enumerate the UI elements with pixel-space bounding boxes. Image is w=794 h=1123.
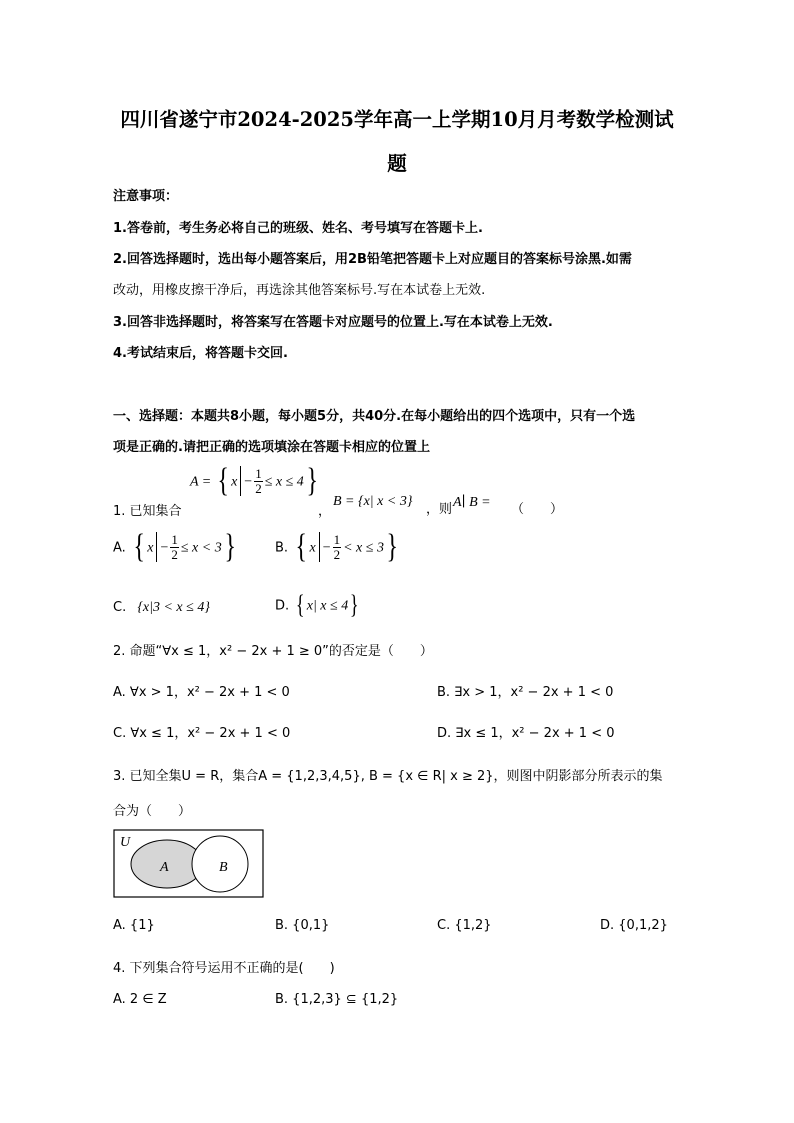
- fraction-num: 1: [171, 531, 178, 547]
- left-brace: {: [295, 528, 308, 565]
- option-label: B.: [275, 540, 289, 556]
- option-text: {x|3 < x ≤ 4}: [137, 600, 210, 615]
- left-brace: {: [296, 590, 305, 619]
- right-brace: }: [350, 590, 359, 619]
- right-brace: }: [386, 528, 398, 565]
- q3-option-c[interactable]: C. {1,2}: [437, 918, 492, 933]
- section-heading-line1: 一、选择题：本题共8小题，每小题5分，共40分.在每小题给出的四个选项中，只有一个选: [113, 409, 636, 424]
- fraction-den: 2: [171, 546, 178, 562]
- left-brace: {: [133, 528, 145, 565]
- option-label: D.: [275, 598, 290, 614]
- option-var: x: [309, 540, 316, 556]
- right-brace: }: [224, 528, 236, 565]
- q2-stem: 2. 命题“∀x ≤ 1，x² − 2x + 1 ≥ 0”的否定是（ ）: [113, 644, 433, 659]
- option-label: C.: [113, 600, 127, 615]
- option-var: x: [147, 540, 154, 556]
- q1-option-c[interactable]: [113, 596, 210, 616]
- fraction-den: 2: [333, 546, 341, 562]
- left-brace: {: [217, 462, 229, 499]
- q2-option-c[interactable]: C. ∀x ≤ 1，x² − 2x + 1 < 0: [113, 726, 291, 741]
- q4-option-b[interactable]: B. {1,2,3} ⊆ {1,2}: [275, 992, 399, 1007]
- q4-stem: 4. 下列集合符号运用不正确的是( ): [113, 961, 335, 976]
- option-tail: < x ≤ 3: [343, 540, 384, 556]
- q1-set-a-minus: −: [244, 474, 253, 490]
- section-heading-line2: 项是正确的.请把正确的选项填涂在答题卡相应的位置上: [113, 440, 430, 455]
- notice-item-4: 4.考试结束后，将答题卡交回.: [113, 346, 288, 361]
- q3-option-b[interactable]: B. {0,1}: [275, 918, 330, 933]
- option-minus: −: [322, 540, 331, 556]
- divider-bar: [240, 466, 241, 496]
- notice-item-3: 3.回答非选择题时，将答案写在答题卡对应题号的位置上.写在本试卷上无效.: [113, 315, 553, 330]
- q1-set-a: [190, 464, 320, 508]
- q1-set-a-var: x: [231, 474, 238, 490]
- q3-option-d[interactable]: D. {0,1,2}: [600, 918, 668, 933]
- notice-heading: 注意事项：: [113, 189, 179, 204]
- fraction: [170, 533, 179, 562]
- fraction-num: 1: [333, 531, 341, 547]
- q2-option-a[interactable]: A. ∀x > 1，x² − 2x + 1 < 0: [113, 685, 290, 700]
- option-label: A.: [113, 540, 126, 556]
- q2-option-d[interactable]: D. ∃x ≤ 1，x² − 2x + 1 < 0: [437, 726, 615, 741]
- fraction: [254, 467, 263, 496]
- venn-diagram: [113, 829, 265, 899]
- venn-label-a: A: [160, 860, 169, 875]
- q1-set-a-lhs: A =: [190, 474, 215, 490]
- venn-label-u: U: [120, 835, 131, 850]
- q1-comma: ，: [318, 504, 332, 519]
- q1-option-d[interactable]: [275, 588, 361, 622]
- q3-stem-line2: 合为（ ）: [113, 804, 192, 819]
- q2-option-b[interactable]: B. ∃x > 1，x² − 2x + 1 < 0: [437, 685, 614, 700]
- q1-stem-prefix: 1. 已知集合: [113, 504, 182, 519]
- q1-expression: A∣ B =: [453, 495, 491, 510]
- q1-then: ，则: [426, 502, 453, 517]
- q3-stem-line1: 3. 已知全集U = R，集合A = {1,2,3,4,5}, B = {x ∈ R| x ≥ 2}，则图中阴影部分所表示的集: [113, 769, 663, 784]
- q1-answer-paren: （ ）: [511, 502, 564, 517]
- fraction: [333, 533, 342, 562]
- option-tail: ≤ x < 3: [180, 540, 222, 556]
- q1-set-b: B = {x| x < 3}: [333, 494, 413, 509]
- fraction-num: 1: [255, 465, 262, 481]
- venn-label-b: B: [219, 860, 228, 875]
- divider-bar: [156, 532, 157, 562]
- fraction-den: 2: [255, 480, 262, 496]
- notice-item-2a: 2.回答选择题时，选出每小题答案后，用2B铅笔把答题卡上对应题目的答案标号涂黑.如需: [113, 252, 632, 267]
- q1-option-b[interactable]: [275, 530, 400, 574]
- q3-option-a[interactable]: A. {1}: [113, 918, 155, 933]
- q4-option-a[interactable]: A. 2 ∈ Z: [113, 992, 167, 1007]
- q1-set-a-tail: ≤ x ≤ 4: [264, 474, 304, 490]
- divider-bar: [319, 532, 320, 562]
- notice-item-1: 1.答卷前，考生务必将自己的班级、姓名、考号填写在答题卡上.: [113, 221, 483, 236]
- right-brace: }: [306, 462, 318, 499]
- notice-item-2b: 改动，用橡皮擦干净后，再选涂其他答案标号.写在本试卷上无效.: [113, 283, 486, 298]
- q1-option-a[interactable]: [113, 530, 238, 574]
- page-title: 四川省遂宁市2024-2025学年高一上学期10月月考数学检测试: [120, 108, 674, 131]
- option-minus: −: [160, 540, 169, 556]
- option-text: x| x ≤ 4: [306, 598, 349, 614]
- page-title-line2: 题: [387, 152, 407, 175]
